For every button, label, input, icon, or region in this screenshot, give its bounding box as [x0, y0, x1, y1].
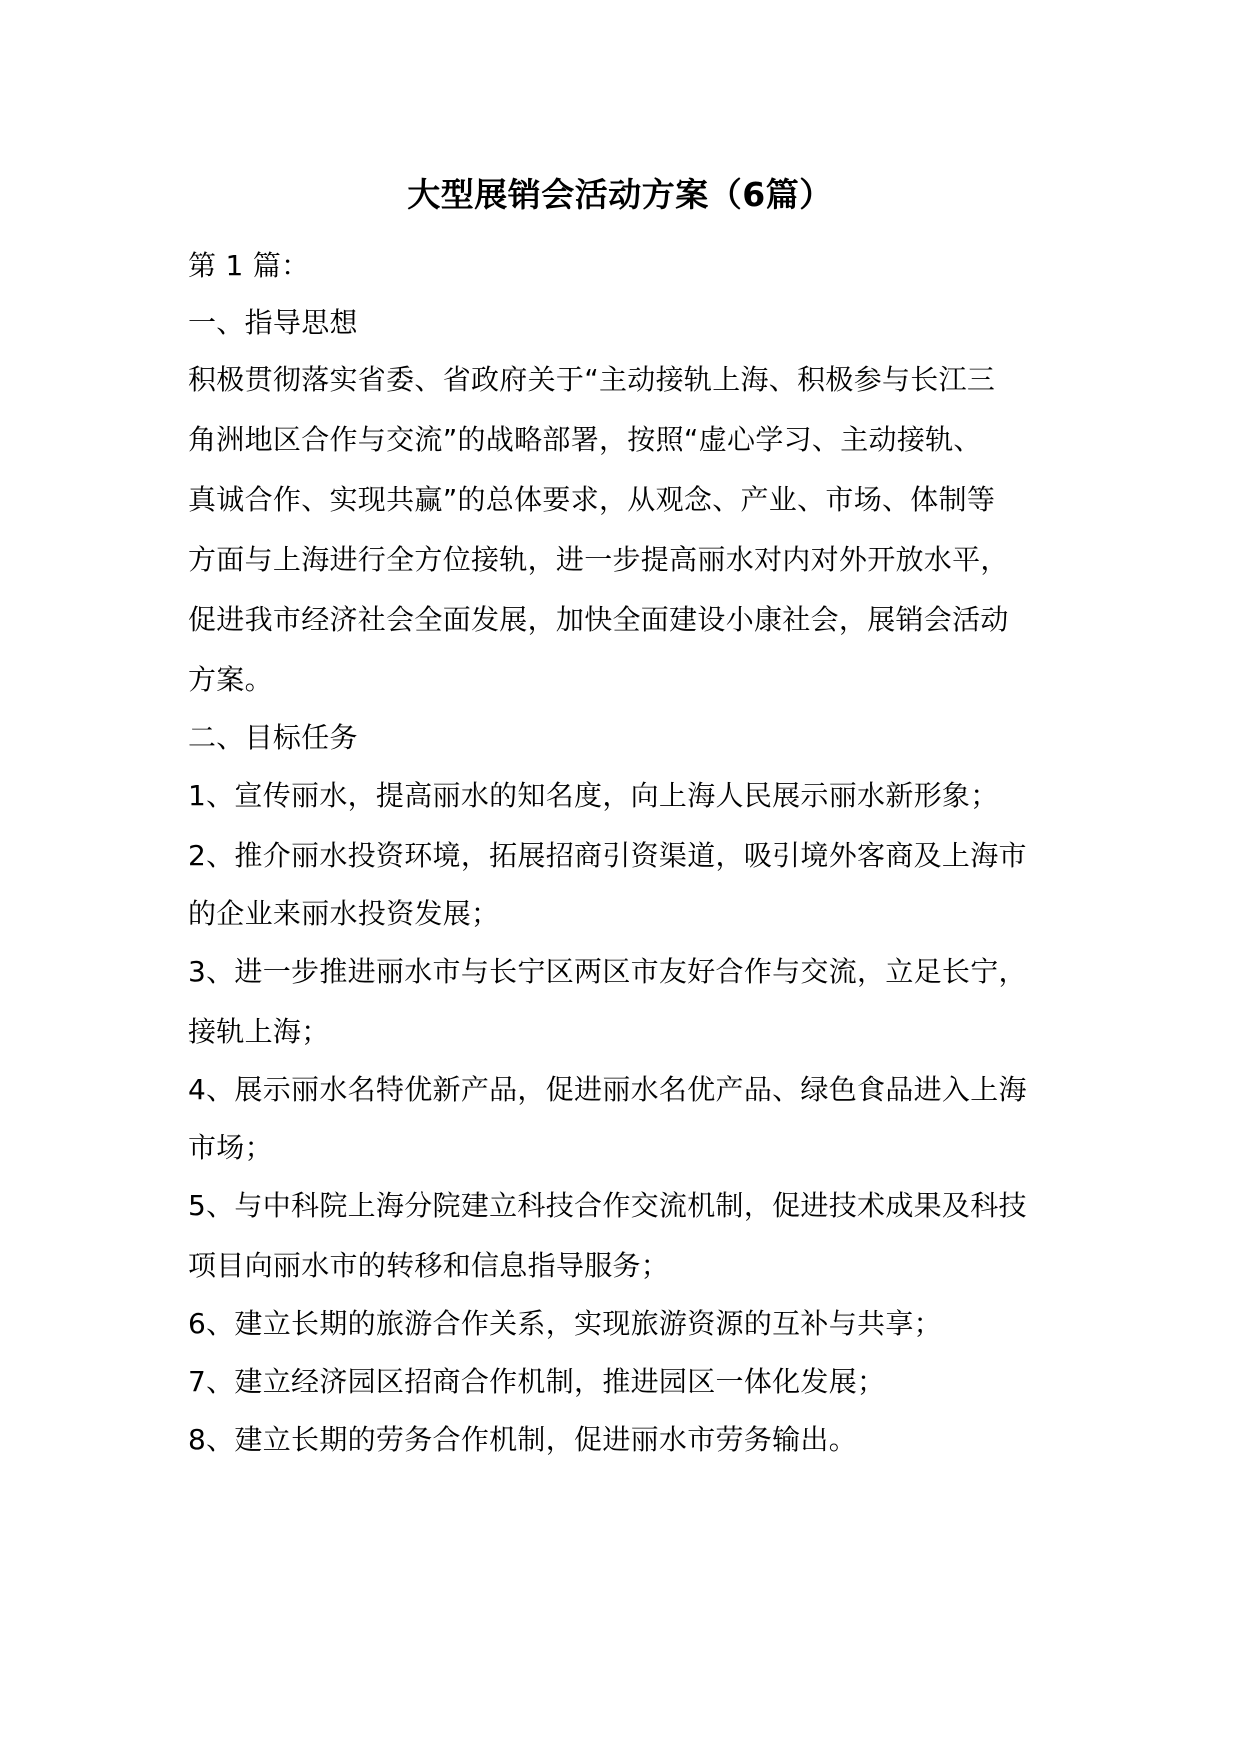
list-item: 8、建立长期的劳务合作机制，促进丽水市劳务输出。: [188, 1423, 858, 1456]
paragraph-line: 真诚合作、实现共赢”的总体要求，从观念、产业、市场、体制等: [188, 483, 996, 516]
section-heading: 二、目标任务: [188, 721, 358, 754]
paragraph-line: 角洲地区合作与交流”的战略部署，按照“虚心学习、主动接轨、: [188, 423, 982, 456]
list-item: 5、与中科院上海分院建立科技合作交流机制，促进技术成果及科技: [188, 1189, 1027, 1222]
list-item: 1、宣传丽水，提高丽水的知名度，向上海人民展示丽水新形象；: [188, 779, 999, 812]
paragraph-line: 积极贯彻落实省委、省政府关于“主动接轨上海、积极参与长江三: [188, 363, 996, 396]
list-item: 3、进一步推进丽水市与长宁区两区市友好合作与交流，立足长宁，: [188, 955, 1027, 988]
section-heading: 一、指导思想: [188, 306, 358, 339]
list-item-continuation: 的企业来丽水投资发展；: [188, 897, 500, 930]
list-item: 7、建立经济园区招商合作机制，推进园区一体化发展；: [188, 1365, 886, 1398]
paragraph-line: 方面与上海进行全方位接轨，进一步提高丽水对内对外开放水平，: [188, 543, 1009, 576]
list-item: 6、建立长期的旅游合作关系，实现旅游资源的互补与共享；: [188, 1307, 942, 1340]
paragraph-line: 方案。: [188, 663, 273, 696]
document-title: 大型展销会活动方案（6篇）: [407, 175, 833, 214]
list-item: 2、推介丽水投资环境，拓展招商引资渠道，吸引境外客商及上海市: [188, 839, 1027, 872]
list-item-continuation: 接轨上海；: [188, 1015, 330, 1048]
list-item-continuation: 项目向丽水市的转移和信息指导服务；: [188, 1249, 670, 1282]
list-item-continuation: 市场；: [188, 1131, 273, 1164]
list-item: 4、展示丽水名特优新产品，促进丽水名优产品、绿色食品进入上海: [188, 1073, 1027, 1106]
section-label: 第 1 篇：: [188, 249, 310, 282]
paragraph-line: 促进我市经济社会全面发展，加快全面建设小康社会，展销会活动: [188, 603, 1009, 636]
